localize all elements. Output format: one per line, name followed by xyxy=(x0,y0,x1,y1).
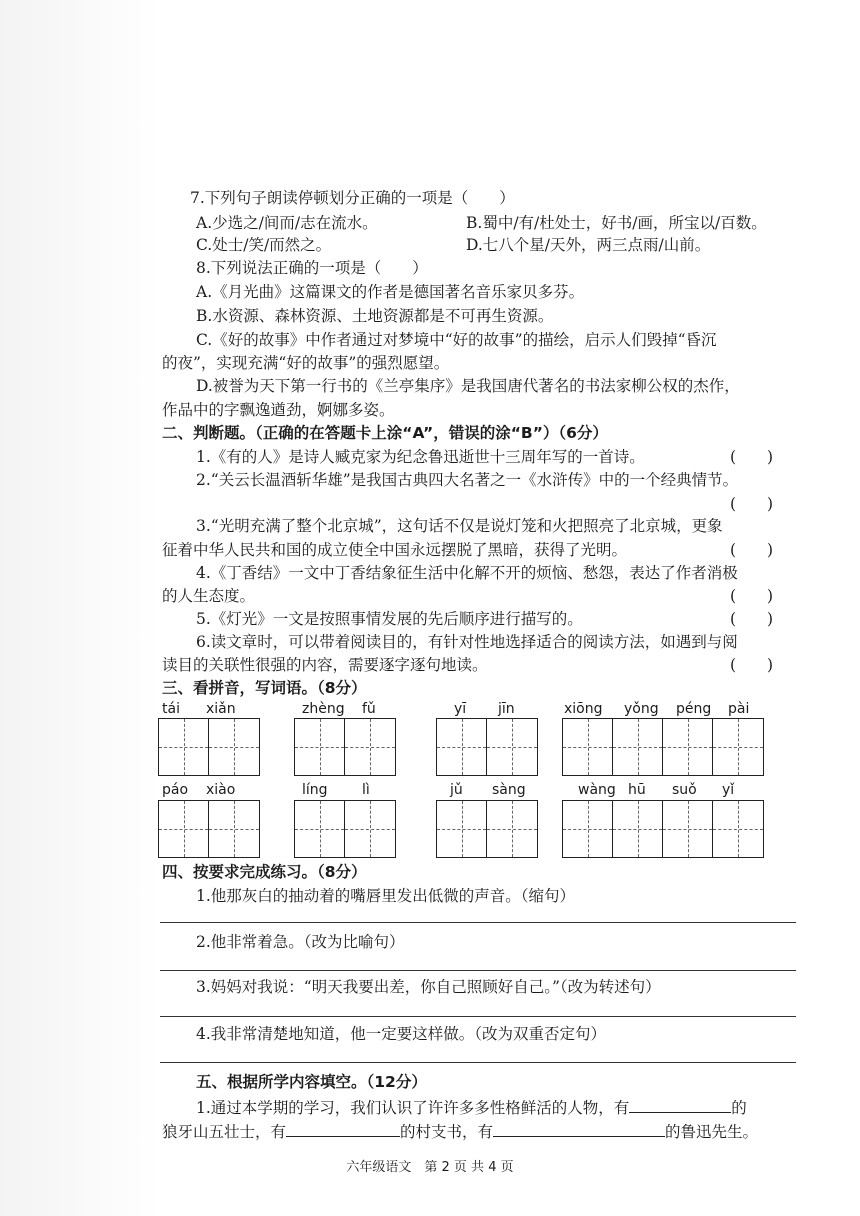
page-footer: 六年级语文 第 2 页 共 4 页 xyxy=(346,1160,514,1175)
s4-item-1: 1.他那灰白的抽动着的嘴唇里发出低微的声音。（缩句） xyxy=(196,887,576,905)
answer-line[interactable] xyxy=(160,1016,796,1017)
pinyin: xiǎn xyxy=(206,701,236,717)
answer-line[interactable] xyxy=(160,1062,796,1063)
pinyin: yǐ xyxy=(722,782,735,798)
pinyin: péng xyxy=(676,701,712,717)
section5-title: 五、根据所学内容填空。（12分） xyxy=(196,1073,427,1091)
s2-answer-paren-3[interactable]: ( ) xyxy=(730,541,774,559)
s2-item-6-line1: 6.读文章时，可以带着阅读目的，有针对性地选择适合的阅读方法，如遇到与阅 xyxy=(196,633,738,651)
s4-item-4: 4.我非常清楚地知道，他一定要这样做。（改为双重否定句） xyxy=(196,1025,607,1043)
section4-title: 四、按要求完成练习。（8分） xyxy=(162,863,367,881)
section3-title: 三、看拼音，写词语。（8分） xyxy=(162,679,367,697)
pinyin: wàng xyxy=(578,782,616,798)
pinyin: páo xyxy=(162,782,189,798)
writing-grid[interactable] xyxy=(436,800,538,858)
s5-item-1-line2 xyxy=(162,1120,758,1142)
writing-grid[interactable] xyxy=(294,718,396,776)
scan-shadow xyxy=(0,0,160,1216)
pinyin: líng xyxy=(302,782,328,798)
writing-grid[interactable] xyxy=(562,718,764,776)
q7-option-c: C.处士/笑/而然之。 xyxy=(196,236,332,254)
writing-grid[interactable] xyxy=(158,800,260,858)
pinyin: hū xyxy=(628,782,646,798)
s2-answer-paren-2[interactable]: ( ) xyxy=(730,495,774,513)
q8-option-a: A.《月光曲》这篇课文的作者是德国著名音乐家贝多芬。 xyxy=(196,283,585,301)
q7-stem: 7.下列句子朗读停顿划分正确的一项是（ ） xyxy=(190,189,515,207)
s4-item-3: 3.妈妈对我说：“明天我要出差，你自己照顾好自己。”（改为转述句） xyxy=(196,978,661,996)
fill-blank[interactable] xyxy=(286,1120,400,1137)
q8-stem: 8.下列说法正确的一项是（ ） xyxy=(196,259,428,277)
s2-item-5: 5.《灯光》一文是按照事情发展的先后顺序进行描写的。 xyxy=(196,610,583,628)
pinyin: tái xyxy=(162,701,180,717)
s2-answer-paren-5[interactable]: ( ) xyxy=(730,610,774,628)
s2-item-4-line1: 4.《丁香结》一文中丁香结象征生活中化解不开的烦恼、愁怨，表达了作者消极 xyxy=(196,564,738,582)
writing-grid[interactable] xyxy=(436,718,538,776)
s5-text: 狼牙山五壮士，有 xyxy=(162,1123,287,1141)
q7-option-a: A.少选之/间而/志在流水。 xyxy=(196,214,378,232)
s2-item-1: 1.《有的人》是诗人臧克家为纪念鲁迅逝世十三周年写的一首诗。 xyxy=(196,448,645,466)
s5-text: 1.通过本学期的学习，我们认识了许许多多性格鲜活的人物，有 xyxy=(196,1099,630,1117)
section2-title: 二、判断题。（正确的在答题卡上涂“A”，错误的涂“B”）（6分） xyxy=(162,424,608,442)
pinyin: pài xyxy=(728,701,750,717)
pinyin: jīn xyxy=(498,701,515,717)
q7-option-b: B.蜀中/有/杜处士，好书/画，所宝以/百数。 xyxy=(466,214,767,232)
writing-grid[interactable] xyxy=(562,800,764,858)
pinyin: xiào xyxy=(206,782,236,798)
fill-blank[interactable] xyxy=(493,1120,665,1137)
pinyin: jǔ xyxy=(450,782,463,798)
s2-item-3-line2: 征着中华人民共和国的成立使全中国永远摆脱了黑暗，获得了光明。 xyxy=(162,541,628,559)
writing-grid[interactable] xyxy=(158,718,260,776)
fill-blank[interactable] xyxy=(629,1096,731,1113)
pinyin: zhèng xyxy=(302,701,345,717)
pinyin: suǒ xyxy=(672,782,697,798)
s2-answer-paren-1[interactable]: ( ) xyxy=(730,448,774,466)
s5-text: 的鲁迅先生。 xyxy=(665,1123,759,1141)
q8-option-c-line2: 的夜”，实现充满“好的故事”的强烈愿望。 xyxy=(162,354,450,372)
pinyin: xiōng xyxy=(564,701,603,717)
s2-item-2: 2.“关云长温酒斩华雄”是我国古典四大名著之一《水浒传》中的一个经典情节。 xyxy=(196,471,739,489)
s2-answer-paren-6[interactable]: ( ) xyxy=(730,656,774,674)
s2-answer-paren-4[interactable]: ( ) xyxy=(730,587,774,605)
pinyin: yǒng xyxy=(624,701,659,717)
pinyin: sàng xyxy=(492,782,526,798)
pinyin: yī xyxy=(454,701,467,717)
s2-item-6-line2: 读目的关联性很强的内容，需要逐字逐句地读。 xyxy=(162,656,488,674)
pinyin: lì xyxy=(362,782,370,798)
s5-text: 的 xyxy=(731,1099,747,1117)
s5-text: 的村支书，有 xyxy=(400,1123,494,1141)
s4-item-2: 2.他非常着急。（改为比喻句） xyxy=(196,933,405,951)
s2-item-3-line1: 3.“光明充满了整个北京城”，这句话不仅是说灯笼和火把照亮了北京城，更象 xyxy=(196,517,723,535)
answer-line[interactable] xyxy=(160,970,796,971)
answer-line[interactable] xyxy=(160,922,796,923)
q8-option-c-line1: C.《好的故事》中作者通过对梦境中“好的故事”的描绘，启示人们毁掉“昏沉 xyxy=(196,331,717,349)
q8-option-d-line1: D.被誉为天下第一行书的《兰亭集序》是我国唐代著名的书法家柳公权的杰作， xyxy=(196,377,740,395)
s5-item-1-line1 xyxy=(196,1096,747,1118)
writing-grid[interactable] xyxy=(294,800,396,858)
pinyin: fǔ xyxy=(362,701,376,717)
s2-item-4-line2: 的人生态度。 xyxy=(162,587,256,605)
q7-option-d: D.七八个星/天外，两三点雨/山前。 xyxy=(466,236,711,254)
q8-option-d-line2: 作品中的字飘逸遒劲，婀娜多姿。 xyxy=(162,401,395,419)
q8-option-b: B.水资源、森林资源、土地资源都是不可再生资源。 xyxy=(196,307,554,325)
